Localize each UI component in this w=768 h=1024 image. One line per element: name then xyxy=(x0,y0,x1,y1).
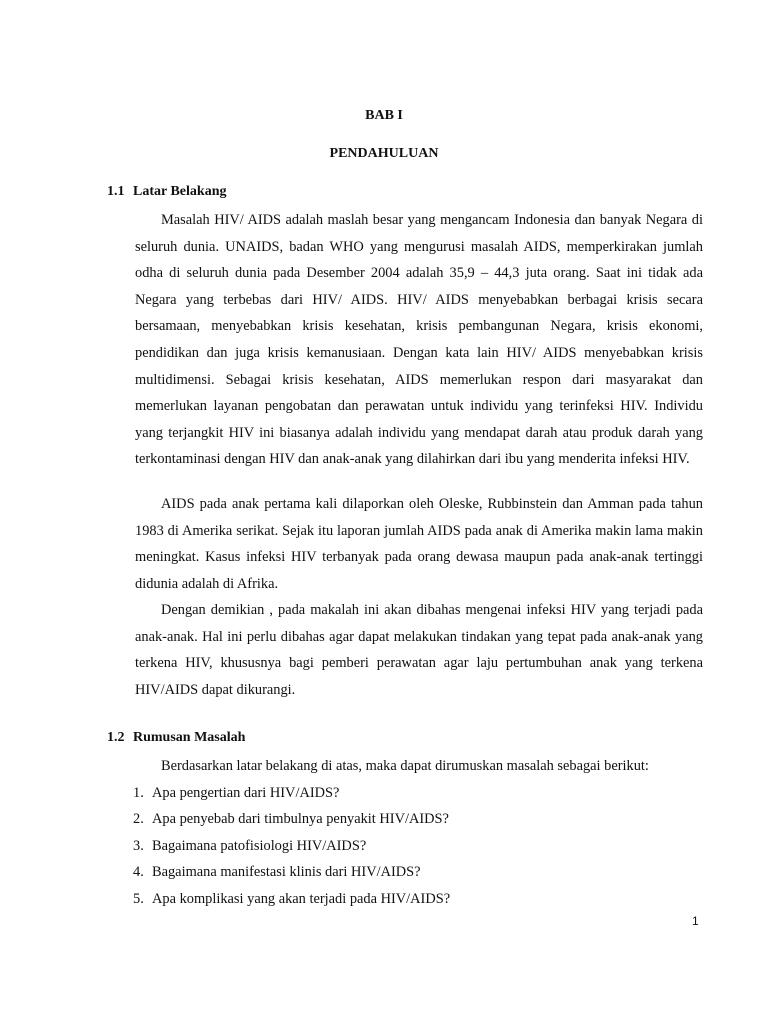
list-item-number: 2. xyxy=(133,811,144,828)
list-item-text: Apa penyebab dari timbulnya penyakit HIV/AIDS? xyxy=(152,811,449,828)
list-item-number: 5. xyxy=(133,890,144,907)
list-item-text: Bagaimana patofisiologi HIV/AIDS? xyxy=(152,837,367,854)
section-number: 1.2 xyxy=(107,730,125,745)
list-item xyxy=(133,806,450,832)
section-heading-latar-belakang xyxy=(107,184,226,200)
paragraph: Masalah HIV/ AIDS adalah maslah besar yang mengancam Indonesia dan banyak Negara di seluruh dunia. UNAIDS, badan WHO yang mengurusi masalah AIDS, memperkirakan jumlah odha di seluruh dunia pada Desember 2004 adalah 35,9 – 44,3 juta orang. Saat ini tidak ada Negara yang terbebas dari HIV/ AIDS. HIV/ AIDS menyebabkan berbagai krisis secara bersamaan, menyebabkan krisis kesehatan, krisis pembangunan Negara, krisis ekonomi, pendidikan dan juga krisis kemanusiaan. Dengan kata lain HIV/ AIDS menyebabkan krisis multidimensi. Sebagai krisis kesehatan, AIDS memerlukan respon dari masyarakat dan memerlukan layanan pengobatan dan perawatan untuk individu yang terinfeksi HIV. Individu yang terjangkit HIV ini biasanya adalah individu yang mendapat darah atau produk darah yang terkontaminasi dengan HIV dan anak-anak yang dilahirkan dari ibu yang menderita infeksi HIV. xyxy=(135,212,703,468)
list-item-number: 4. xyxy=(133,864,144,881)
list-item-text: Apa pengertian dari HIV/AIDS? xyxy=(152,785,340,801)
section-number: 1.1 xyxy=(107,184,125,199)
problem-list xyxy=(133,780,450,912)
section-heading-rumusan-masalah xyxy=(107,730,245,746)
list-item-number: 3. xyxy=(133,837,144,854)
paragraph: Dengan demikian , pada makalah ini akan dibahas mengenai infeksi HIV yang terjadi pada anak-anak. Hal ini perlu dibahas agar dapat melakukan tindakan yang tepat pada anak-anak yang terkena HIV, khususnya bagi pemberi perawatan agar laju pertumbuhan anak yang terkena HIV/AIDS dapat dikurangi. xyxy=(135,602,703,698)
list-item xyxy=(133,886,450,912)
chapter-label: BAB I xyxy=(365,108,403,123)
list-item-text: Apa komplikasi yang akan terjadi pada HIV/AIDS? xyxy=(152,890,451,907)
list-item xyxy=(133,833,450,859)
list-item xyxy=(133,859,450,885)
section-title: Rumusan Masalah xyxy=(133,730,246,745)
page-number: 1 xyxy=(692,914,699,928)
paragraph: AIDS pada anak pertama kali dilaporkan oleh Oleske, Rubbinstein dan Amman pada tahun 1983 di Amerika serikat. Sejak itu laporan jumlah AIDS pada anak di Amerika makin lama makin meningkat. Kasus infeksi HIV terbanyak pada orang dewasa maupun pada anak-anak tertinggi didunia adalah di Afrika. xyxy=(135,496,703,592)
list-item xyxy=(133,780,450,806)
list-item-number: 1. xyxy=(133,785,144,801)
chapter-title: PENDAHULUAN xyxy=(329,146,439,161)
section-intro: Berdasarkan latar belakang di atas, maka dapat dirumuskan masalah sebagai berikut: xyxy=(161,758,649,774)
section-title: Latar Belakang xyxy=(133,184,227,199)
list-item-text: Bagaimana manifestasi klinis dari HIV/AIDS? xyxy=(152,864,421,881)
